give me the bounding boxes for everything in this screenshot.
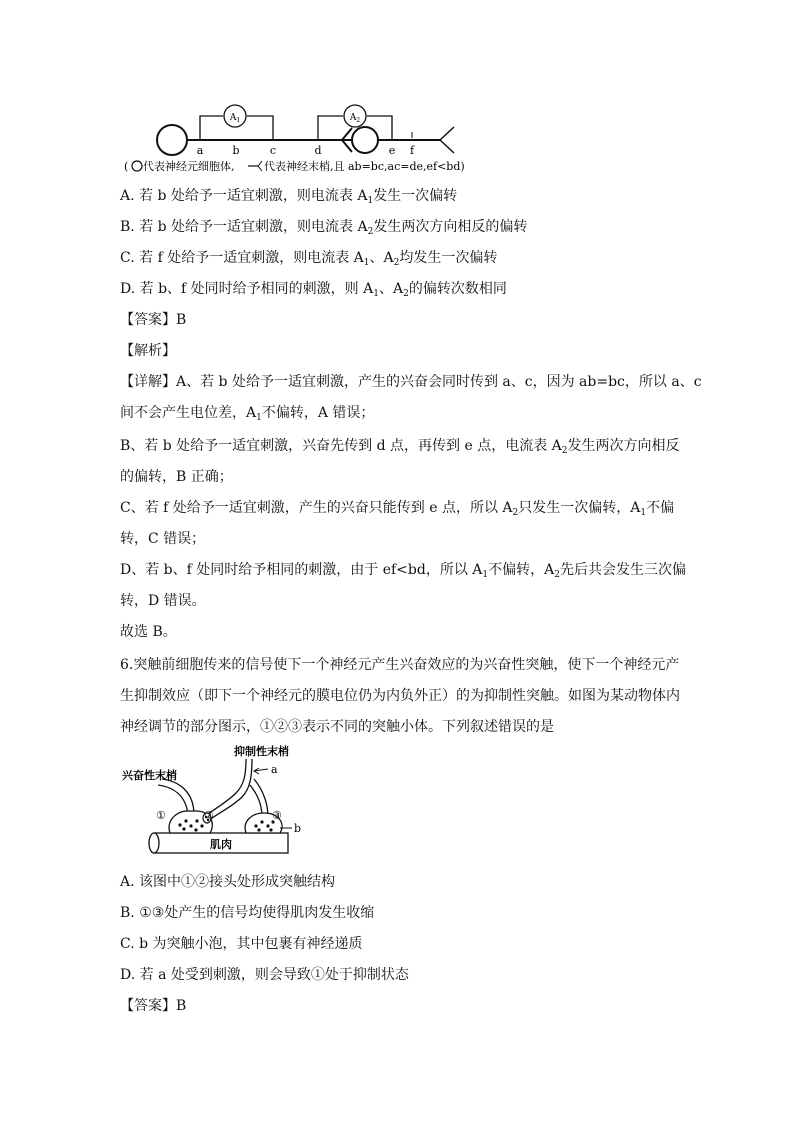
vesicle [200,824,203,827]
nerve-ending-lower [440,140,454,153]
vesicle [257,828,260,831]
label-synapse-3: ③ [272,809,282,822]
caption-ending-fork [258,161,262,171]
fig1-caption-ending: 代表神经末梢,且 ab=bc,ac=de,ef<bd) [264,160,465,173]
q5-explain-2: 间不会产生电位差，$A_1$不偏转，A 错误； [120,405,375,423]
q5-explain-7: D、若 b、f 处同时给予相同的刺激，由于 ef<bd，所以 $A_1$不偏转，$A_2$先后共会发生三次偏 [120,562,686,580]
caption-cell-icon [132,161,142,171]
muscle-left-end [149,833,159,853]
point-e: e [388,144,396,157]
q5-explain-9: 故选 B。 [120,624,177,640]
inhibitory-branch [250,785,262,817]
q5-option-c: C. 若 f 处给予一适宜刺激，则电流表 $A_1$、$A_2$均发生一次偏转 [120,250,498,268]
excitatory-label: 兴奋性末梢 [122,769,177,782]
q5-option-b: B. 若 b 处给予一适宜刺激，则电流表 $A_2$发生两次方向相反的偏转 [120,219,528,237]
label-a: a [271,763,278,776]
label-synapse-2: ② [204,809,214,822]
vesicle [254,824,257,827]
nerve-ending-upper [440,127,454,140]
vesicle [189,824,192,827]
q6-option-c: C. b 为突触小泡，其中包裹有神经递质 [120,936,363,952]
q5-explain-5: C、若 f 处给予一适宜刺激，产生的兴奋只能传到 e 点，所以 $A_2$只发生一次偏转，$A_1$不偏 [120,500,675,518]
label-synapse-1: ① [156,809,166,822]
neuron-galvanometer-figure [120,98,490,176]
vesicle [178,823,181,826]
q5-explain-4: 的偏转，B 正确； [120,469,233,485]
meter1-label: $A_1$ [229,113,241,124]
vesicle [194,828,197,831]
q5-option-d: D. 若 b、f 处同时给予相同的刺激，则 $A_1$、$A_2$的偏转次数相同 [120,281,507,299]
meter2-wire [318,116,343,140]
q6-option-d: D. 若 a 处受到刺激，则会导致①处于抑制状态 [120,967,409,983]
q5-option-a: A. 若 b 处给予一适宜刺激，则电流表 $A_1$发生一次偏转 [120,188,458,206]
label-b: b [294,822,302,835]
fig1-caption-cell: 代表神经元细胞体, [143,160,235,173]
vesicle [260,820,263,823]
inhibitory-branch-inner [254,779,268,817]
q6-option-a: A. 该图中①②接头处形成突触结构 [120,874,336,890]
q6-stem-3: 神经调节的部分图示，①②③表示不同的突触小体。下列叙述错误的是 [120,719,554,735]
vesicle [184,819,187,822]
vesicle [266,824,269,827]
inhibitory-label: 抑制性末梢 [234,745,289,758]
fig1-caption-open: ( [124,160,129,173]
q6-answer: 【答案】B [120,998,187,1014]
vesicle [195,819,198,822]
q5-analysis-heading: 【解析】 [120,343,176,359]
synapse-muscle-figure [118,745,308,860]
vesicle [269,828,272,831]
q6-stem-2: 生抑制效应（即下一个神经元的膜电位仍为内负外正）的为抑制性突触。如图为某动物体内 [120,688,680,704]
point-d: d [314,144,322,157]
cell-body-left [157,125,187,155]
q5-explain-3: B、若 b 处给予一适宜刺激，兴奋先传到 d 点，再传到 e 点，电流表 $A_2$发生两次方向相反 [120,438,680,456]
q5-answer: 【答案】B [120,312,187,328]
q6-option-b: B. ①③处产生的信号均使得肌肉发生收缩 [120,905,375,921]
excitatory-axon-inner [162,779,194,815]
meter1-wire [200,116,223,140]
vesicle [182,827,185,830]
point-a: a [196,144,204,157]
q5-explain-1: 【详解】A、若 b 处给予一适宜刺激，产生的兴奋会同时传到 a、c，因为 ab=bc，所以 a、c [120,374,702,390]
muscle-label: 肌肉 [210,838,232,851]
meter2-label: $A_2$ [349,113,361,124]
q6-stem-1: 6.突触前细胞传来的信号使下一个神经元产生兴奋效应的为兴奋性突触，使下一个神经元产 [120,657,680,673]
q5-explain-8: 转，D 错误。 [120,593,206,609]
point-c: c [269,144,277,157]
point-b: b [232,144,240,157]
point-f: f [409,144,415,157]
cell-body-right [352,127,378,153]
meter1-wire-right [247,116,273,140]
q5-explain-6: 转，C 错误； [120,531,206,547]
